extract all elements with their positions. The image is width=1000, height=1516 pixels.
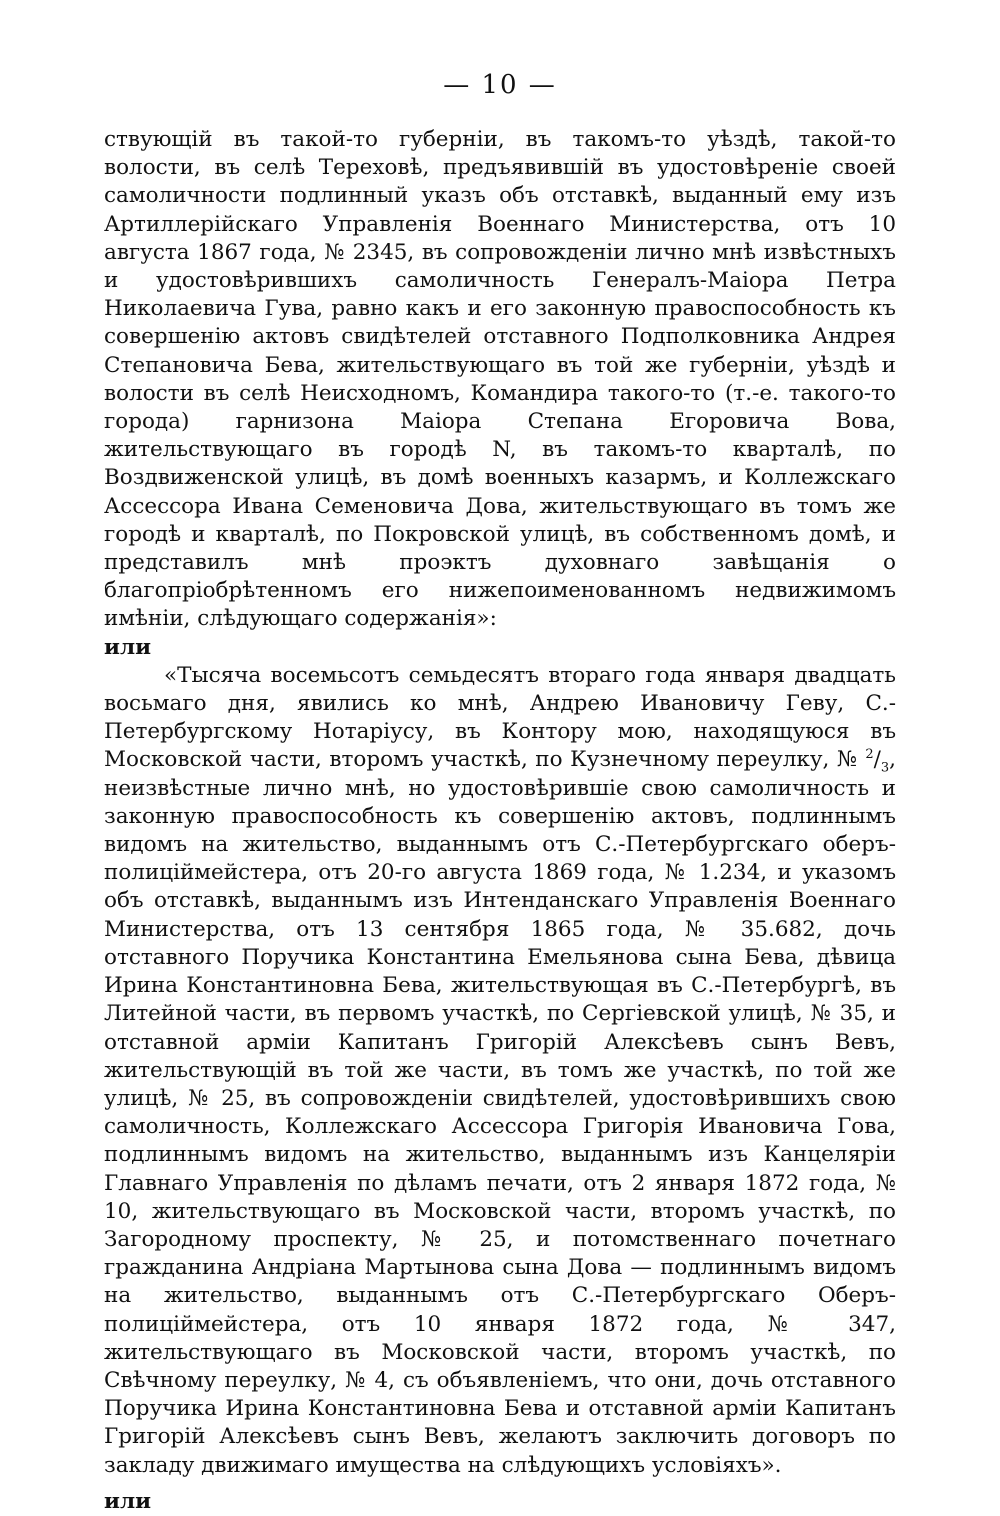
fraction-numerator: 2 [865, 747, 874, 763]
paragraph-pledge-part-1: «Тысяча восемьсотъ семьдесятъ втораго года января двадцать восьмаго дня, явились ко мнѣ, Андрею Ивановичу Геву, С.-Петербургскому Нотаріусу, въ Контору мою, находящуюся въ Московской части, второмъ участкѣ, по Кузнечному переулку, № [104, 662, 896, 773]
fraction-denominator: 3 [880, 760, 890, 776]
paragraph-testament-continuation: ствующій въ такой-то губерніи, въ такомъ-то уѣздѣ, такой-то волости, въ селѣ Тереховѣ, предъявившій въ удостовѣреніе своей самоличности подлинный указъ объ отставкѣ, выданный ему изъ Артиллерійскаго Управленія Военнаго Министерства, отъ 10 августа 1867 года, № 2345, въ сопровожденіи лично мнѣ извѣстныхъ и удостовѣрившихъ самоличность Генералъ-Маіора Петра Николаевича Гува, равно какъ и его законную правоспособность къ совершенію актовъ свидѣтелей отставного Подполковника Андрея Степановича Бева, жительствующаго въ той же губерніи, уѣздѣ и волости въ селѣ Неисходномъ, Командира такого-то (т.-е. такого-то города) гарнизона Маіора Степана Егоровича Вова, жительствующаго въ городѣ N, въ такомъ-то кварталѣ, по Воздвиженской улицѣ, въ домѣ военныхъ казармъ, и Коллежскаго Ассессора Ивана Семеновича Дова, жительствующаго въ томъ же городѣ и кварталѣ, по Покровской улицѣ, въ собственномъ домѣ, и представилъ мнѣ проэктъ духовнаго завѣщанія о благопріобрѣтенномъ его нижепоименованномъ недвижимомъ имѣніи, слѣдующаго содержанія»: [104, 127, 896, 632]
connector-or-1: или [104, 634, 152, 660]
paragraph-pledge-part-2: , неизвѣстные лично мнѣ, но удостовѣрившіе свою самоличность и законную правоспособность къ совершенію актовъ, подлиннымъ видомъ на жительство, выданнымъ отъ С.-Петербургскаго оберъ-полиціймейстера, отъ 20-го августа 1869 года, № 1.234, и указомъ объ отставкѣ, выданнымъ изъ Интенданскаго Управленія Военнаго Министерства, отъ 13 сентября 1865 года, № 35.682, дочь отставного Поручика Константина Емельянова сына Бева, дѣвица Ирина Константиновна Бева, жительствующая въ С.-Петербургѣ, въ Литейной части, въ первомъ участкѣ, по Сергіевской улицѣ, № 35, и отставной арміи Капитанъ Григорій Алексѣевъ сынъ Вевъ, жительствующій въ той же части, въ томъ же участкѣ, по той же улицѣ, № 25, въ сопровожденіи свидѣтелей, удостовѣрившихъ свою самоличность, Коллежскаго Ассессора Григорія Ивановича Гова, подлиннымъ видомъ на жительство, выданнымъ изъ Канцеляріи Главнаго Управленія по дѣламъ печати, отъ 2 января 1872 года, № 10, жительствующаго въ Московской части, второмъ участкѣ, по Загородному проспекту, № 25, и потомственнаго почетнаго гражданина Андріана Мартынова сына Дова — подлиннымъ видомъ на жительство, выданнымъ отъ С.-Петербургскаго Оберъ-полиціймейстера, отъ 10 января 1872 года, № 347, жительствующаго въ Московской части, второмъ участкѣ, по Свѣчному переулку, № 4, съ объявленіемъ, что они, дочь отставного Поручика Ирина Константиновна Бева и отставной арміи Капитанъ Григорій Алексѣевъ сынъ Вевъ, желаютъ заключить договоръ по закладу движимаго имущества на слѣдующихъ условіяхъ». [104, 747, 896, 1478]
paragraph-pledge-agreement: «Тысяча восемьсотъ семьдесятъ втораго года января двадцать восьмаго дня, явились ко мнѣ, Андрею Ивановичу Геву, С.-Петербургскому Нотаріусу, въ Контору мою, находящуюся въ Московской части, второмъ участкѣ, по Кузнечному переулку, № $^2/_3$, неизвѣстные лично мнѣ, но удостовѣрившіе свою самоличность и законную правоспособность къ совершенію актовъ, подлиннымъ видомъ на жительство, выданнымъ отъ С.-Петербургскаго оберъ-полиціймейстера, отъ 20-го августа 1869 года, № 1.234, и указомъ объ отставкѣ, выданнымъ изъ Интенданскаго Управленія Военнаго Министерства, отъ 13 сентября 1865 года, № 35.682, дочь отставного Поручика Константина Емельянова сына Бева, дѣвица Ирина Константиновна Бева, жительствующая въ С.-Петербургѣ, въ Литейной части, въ первомъ участкѣ, по Сергіевской улицѣ, № 35, и отставной арміи Капитанъ Григорій Алексѣевъ сынъ Вевъ, жительствующій въ той же части, въ томъ же участкѣ, по той же улицѣ, № 25, въ сопровожденіи свидѣтелей, удостовѣрившихъ свою самоличность, Коллежскаго Ассессора Григорія Ивановича Гова, подлиннымъ видомъ на жительство, выданнымъ изъ Канцеляріи Главнаго Управленія по дѣламъ печати, отъ 2 января 1872 года, № 10, жительствующаго въ Московской части, второмъ участкѣ, по Загородному проспекту, № 25, и потомственнаго почетнаго гражданина Андріана Мартынова сына Дова — подлиннымъ видомъ на жительство, выданнымъ отъ С.-Петербургскаго Оберъ-полиціймейстера, отъ 10 января 1872 года, № 347, жительствующаго въ Московской части, второмъ участкѣ, по Свѣчному переулку, № 4, съ объявленіемъ, что они, дочь отставного Поручика Ирина Константиновна Бева и отставной арміи Капитанъ Григорій Алексѣевъ сынъ Вевъ, желаютъ заключить договоръ по закладу движимаго имущества на слѣдующихъ условіяхъ». [104, 662, 896, 1478]
connector-or-2: или [104, 1488, 152, 1514]
page-number: — 10 — [443, 70, 557, 100]
body-text [104, 126, 896, 1516]
